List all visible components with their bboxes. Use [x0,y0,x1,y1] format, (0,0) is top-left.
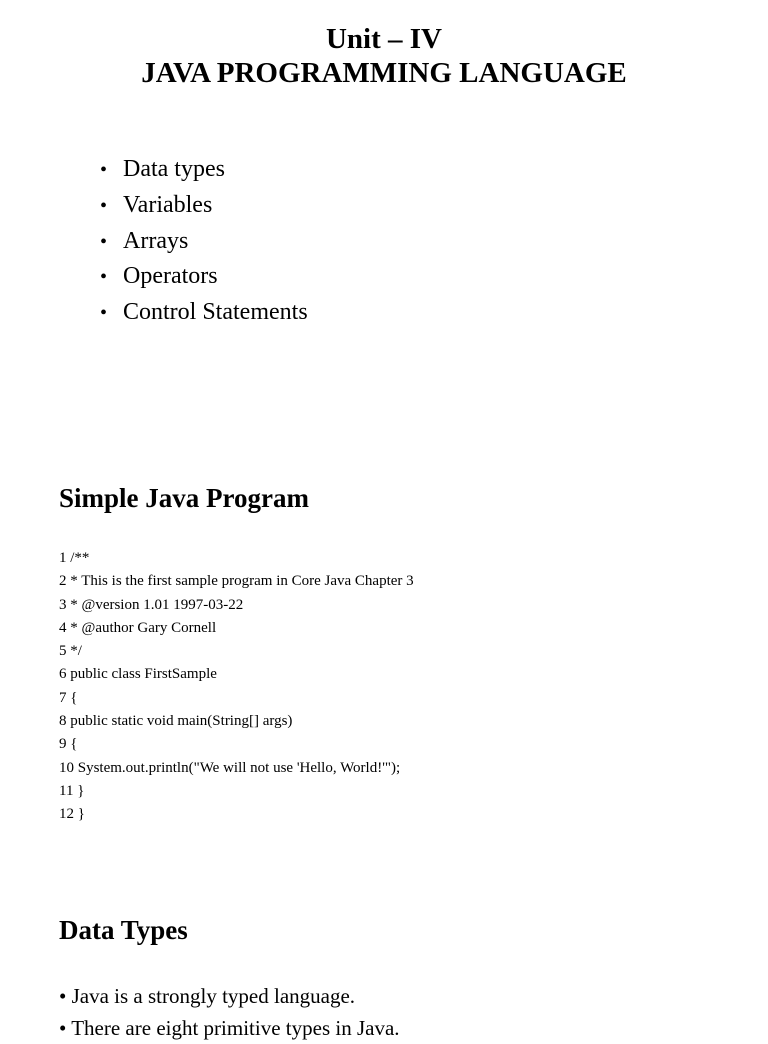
code-line: 7 { [59,689,78,706]
code-line: 6 public class FirstSample [59,666,217,683]
topic-label: Data types [123,156,225,182]
data-types-point: • There are eight primitive types in Java. [59,1016,400,1040]
code-line: 4 * @author Gary Cornell [59,619,217,636]
code-line: 3 * @version 1.01 1997-03-22 [59,596,244,613]
section-heading-simple-java-program: Simple Java Program [59,483,309,513]
topic-label: Control Statements [123,299,308,326]
data-types-point: • Java is a strongly typed language. [59,984,356,1008]
topic-item [100,224,308,260]
code-line: 11 } [59,782,85,799]
topic-item [100,259,308,295]
bullet-icon: • [100,302,108,325]
bullet-icon: • [100,194,108,217]
topic-label: Variables [123,191,213,218]
topic-item [100,188,308,224]
bullet-icon: • [100,230,108,253]
document-title [0,22,768,90]
data-types-points [59,980,400,1044]
topic-label: Arrays [123,227,189,254]
code-listing [59,547,414,827]
topic-item [100,152,308,188]
section-heading-data-types: Data Types [59,915,188,945]
code-line: 2 * This is the first sample program in Core Java Chapter 3 [59,573,414,590]
bullet-icon: • [100,266,108,289]
topic-label: Operators [123,263,218,290]
code-line: 5 */ [59,643,82,660]
code-line: 10 System.out.println("We will not use 'Hello, World!'"); [59,759,401,776]
code-line: 9 { [59,736,78,753]
course-title: JAVA PROGRAMMING LANGUAGE [141,57,627,89]
topic-list [100,152,308,331]
topic-item [100,295,308,331]
code-line: 12 } [59,806,85,823]
code-line: 1 /** [59,550,90,566]
bullet-icon: • [100,159,108,181]
unit-title: Unit – IV [325,23,442,55]
code-line: 8 public static void main(String[] args) [59,713,293,730]
